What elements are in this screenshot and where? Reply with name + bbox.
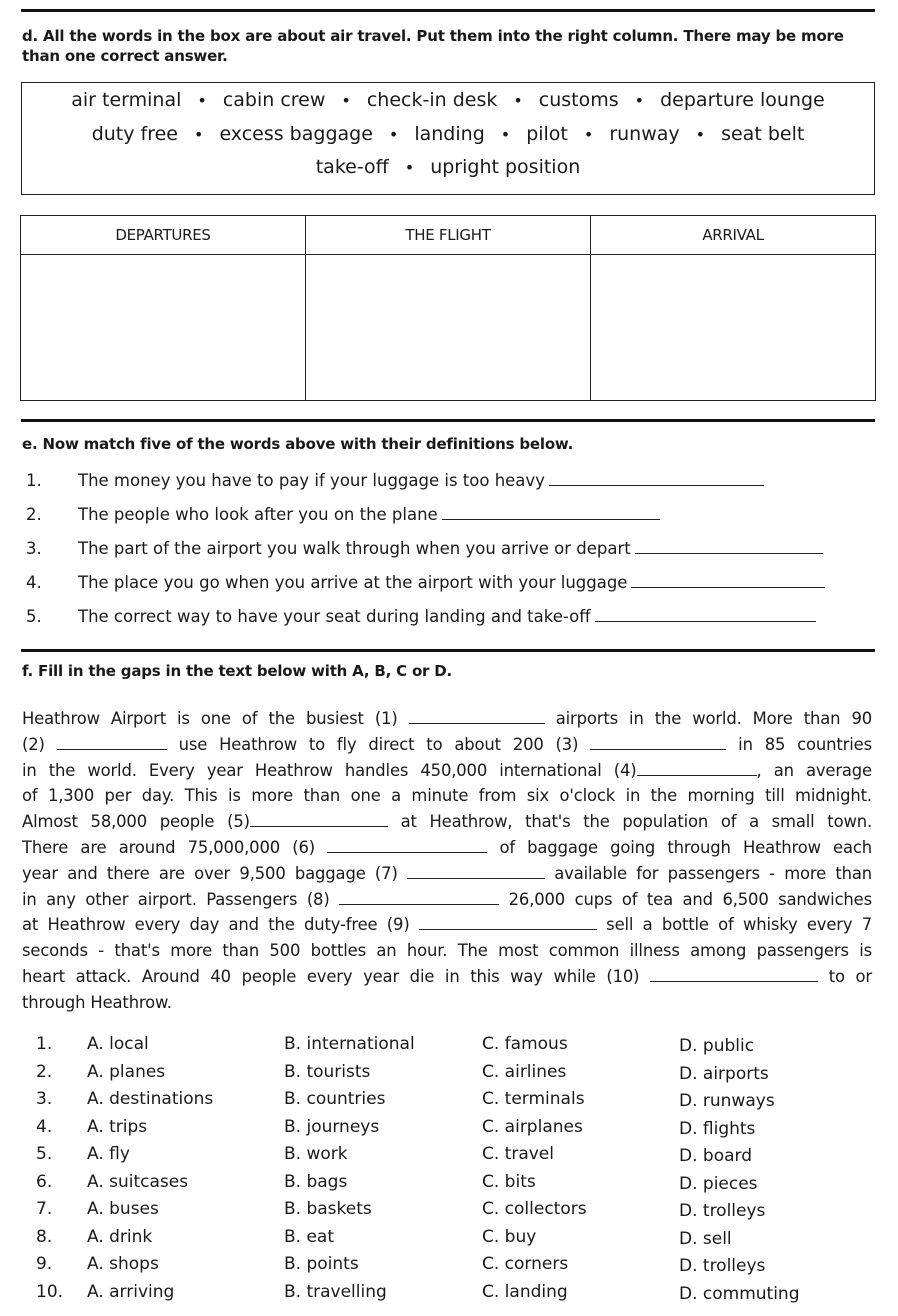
option-d[interactable]: D. trolleys [679, 1201, 766, 1221]
section-d-heading-line1: d. All the words in the box are about air travel. Put them into the right column. There may be more [22, 27, 844, 45]
option-d[interactable]: D. flights [679, 1118, 756, 1139]
answer-blank[interactable] [442, 505, 660, 520]
option-a[interactable]: A. drink [87, 1226, 153, 1247]
definition-text: The money you have to pay if your luggage is too heavy [78, 471, 545, 490]
option-d[interactable]: D. public [679, 1036, 755, 1056]
gap-blank-4[interactable] [637, 761, 757, 776]
gap-blank-3[interactable] [590, 735, 726, 750]
option-c[interactable]: C. corners [482, 1254, 569, 1274]
gap-blank-5[interactable] [250, 812, 388, 827]
passage-text: sell a bottle of whisky every 7 [596, 915, 872, 935]
option-number: 8. [36, 1226, 53, 1247]
column-header-the-flight: THE FLIGHT [306, 216, 591, 255]
word-box [21, 82, 875, 195]
passage-line [22, 912, 872, 938]
option-c[interactable]: C. bits [482, 1171, 536, 1192]
option-row [36, 1033, 876, 1061]
departures-answer-cell[interactable] [21, 255, 306, 401]
option-row [36, 1061, 876, 1089]
option-number: 6. [36, 1171, 53, 1192]
section-d-heading-line2: than one correct answer. [22, 47, 228, 65]
passage-text: of 1,300 per day. This is more than one a minute from six o'clock in the morning till midnight. [22, 786, 872, 806]
sorting-table [20, 215, 876, 401]
passage-text: , an average [756, 760, 872, 780]
passage-text: There are around 75,000,000 (6) [22, 837, 328, 857]
answer-blank[interactable] [549, 471, 764, 486]
word-box-term: duty free [91, 123, 178, 145]
option-number: 4. [36, 1116, 53, 1137]
passage-text: year and there are over 9,500 baggage (7) [22, 863, 407, 883]
option-a[interactable]: A. buses [87, 1199, 159, 1219]
answer-blank[interactable] [631, 573, 825, 588]
section-divider [21, 649, 875, 652]
bullet-separator: • [634, 91, 645, 110]
option-number: 2. [36, 1061, 53, 1082]
option-d[interactable]: D. sell [679, 1228, 732, 1249]
word-box-term: pilot [526, 123, 568, 145]
passage-line [22, 887, 872, 913]
option-d[interactable]: D. airports [679, 1063, 769, 1084]
option-number: 5. [36, 1144, 53, 1164]
option-b[interactable]: B. baskets [284, 1199, 372, 1219]
answer-blank[interactable] [595, 607, 816, 622]
definition-number: 5. [26, 607, 42, 626]
option-row [36, 1226, 876, 1254]
passage-text: airports in the world. More than 90 [544, 709, 872, 728]
word-box-term: runway [609, 123, 680, 145]
section-d-heading [22, 26, 882, 66]
answer-blank[interactable] [635, 539, 823, 554]
gap-blank-1[interactable] [409, 709, 545, 724]
option-b[interactable]: B. bags [284, 1171, 348, 1192]
bullet-separator: • [404, 158, 415, 177]
bullet-separator: • [513, 91, 523, 110]
word-box-line [22, 89, 874, 111]
definition-text: The correct way to have your seat during landing and take-off [78, 607, 591, 626]
bullet-separator: • [197, 91, 207, 110]
passage-text: at Heathrow every day and the duty-free (9) [22, 915, 419, 935]
option-b[interactable]: B. work [284, 1144, 348, 1164]
column-header-arrival: ARRIVAL [591, 216, 876, 255]
option-a[interactable]: A. planes [87, 1061, 166, 1082]
definition-item [26, 470, 876, 504]
word-box-term: landing [414, 123, 485, 145]
passage-text: at Heathrow, that's the population of a small town. [387, 812, 873, 832]
word-box-term: seat belt [721, 123, 805, 145]
gap-blank-6[interactable] [327, 838, 487, 853]
passage-line [22, 732, 872, 758]
passage-line [22, 964, 872, 990]
option-d[interactable]: D. commuting [679, 1283, 800, 1304]
passage-text: Heathrow Airport is one of the busiest (1) [22, 709, 409, 728]
bullet-separator: • [583, 125, 594, 144]
option-c[interactable]: C. airlines [482, 1061, 567, 1082]
word-box-term: take-off [315, 156, 389, 178]
passage-text: in 85 countries [726, 734, 872, 754]
option-c[interactable]: C. famous [482, 1034, 568, 1054]
option-b[interactable]: B. countries [284, 1089, 386, 1109]
definition-list [26, 470, 876, 640]
definition-item [26, 504, 876, 538]
word-box-term: upright position [430, 156, 581, 178]
passage-line [22, 938, 872, 964]
option-row [36, 1116, 876, 1144]
bullet-separator: • [695, 125, 706, 144]
definition-item [26, 538, 876, 572]
definition-item [26, 606, 876, 640]
word-box-term: customs [538, 89, 619, 111]
option-row [36, 1088, 876, 1116]
option-a[interactable]: A. local [87, 1034, 149, 1054]
passage-text: (2) [22, 734, 57, 754]
gap-blank-7[interactable] [407, 864, 545, 879]
option-number: 9. [36, 1254, 53, 1274]
definition-text: The people who look after you on the plane [78, 505, 438, 524]
passage-line [22, 706, 872, 732]
option-a[interactable]: A. shops [87, 1254, 159, 1274]
passage-text: of baggage going through Heathrow each [487, 837, 872, 857]
passage-line [22, 783, 872, 809]
bullet-separator: • [194, 125, 204, 144]
passage-text: to or [818, 966, 872, 986]
gap-blank-2[interactable] [57, 735, 167, 750]
option-row [36, 1253, 876, 1281]
word-box-term: check-in desk [366, 89, 498, 111]
option-c[interactable]: C. airplanes [482, 1116, 583, 1137]
option-a[interactable]: A. fly [87, 1144, 130, 1164]
word-box-line [22, 123, 874, 145]
definition-item [26, 572, 876, 606]
bullet-separator: • [500, 125, 511, 144]
passage-line [22, 809, 872, 835]
definition-number: 4. [26, 573, 42, 592]
option-b[interactable]: B. travelling [284, 1281, 387, 1302]
option-b[interactable]: B. journeys [284, 1116, 380, 1137]
section-divider [21, 9, 875, 12]
section-divider [21, 419, 875, 422]
option-b[interactable]: B. points [284, 1254, 359, 1274]
option-d[interactable]: D. trolleys [679, 1256, 766, 1276]
section-e-heading: e. Now match five of the words above with their definitions below. [22, 435, 574, 453]
arrival-answer-cell[interactable] [591, 255, 876, 401]
option-d[interactable]: D. runways [679, 1091, 775, 1111]
option-b[interactable]: B. tourists [284, 1061, 371, 1082]
word-box-term: cabin crew [222, 89, 326, 111]
gap-blank-10[interactable] [650, 967, 818, 982]
gap-blank-8[interactable] [339, 890, 499, 905]
option-number: 3. [36, 1089, 53, 1109]
word-box-term: departure lounge [660, 89, 825, 111]
passage-text: in any other airport. Passengers (8) [22, 889, 340, 909]
section-f-heading: f. Fill in the gaps in the text below with A, B, C or D. [22, 662, 453, 680]
bullet-separator: • [341, 91, 351, 110]
option-c[interactable]: C. collectors [482, 1199, 587, 1219]
multiple-choice-options [36, 1033, 876, 1308]
definition-number: 2. [26, 505, 42, 524]
option-number: 1. [36, 1034, 53, 1054]
passage-text: Almost 58,000 people (5) [22, 812, 250, 832]
definition-number: 3. [26, 539, 42, 558]
passage-text: through Heathrow. [22, 992, 172, 1012]
option-c[interactable]: C. landing [482, 1281, 568, 1302]
bullet-separator: • [388, 125, 399, 144]
passage-line [22, 835, 872, 861]
passage-text: use Heathrow to fly direct to about 200 (3) [166, 734, 591, 754]
gap-fill-passage [22, 706, 872, 1016]
word-box-line [22, 156, 874, 178]
passage-line [22, 990, 872, 1016]
option-a[interactable]: A. destinations [87, 1089, 214, 1109]
passage-text: available for passengers - more than [544, 863, 872, 883]
option-a[interactable]: A. trips [87, 1116, 148, 1137]
passage-text: seconds - that's more than 500 bottles an hour. The most common illness among passengers is [22, 941, 872, 961]
gap-blank-9[interactable] [419, 915, 597, 930]
option-row [36, 1171, 876, 1199]
the-flight-answer-cell[interactable] [306, 255, 591, 401]
option-row [36, 1198, 876, 1226]
passage-text: in the world. Every year Heathrow handles 450,000 international (4) [22, 760, 637, 780]
column-header-departures: DEPARTURES [21, 216, 306, 255]
definition-text: The part of the airport you walk through when you arrive or depart [78, 539, 631, 558]
definition-text: The place you go when you arrive at the airport with your luggage [78, 573, 628, 592]
word-box-term: excess baggage [219, 123, 373, 145]
option-d[interactable]: D. board [679, 1146, 752, 1166]
passage-text: 26,000 cups of tea and 6,500 sandwiches [499, 889, 872, 909]
option-number: 10. [36, 1281, 64, 1302]
passage-line [22, 758, 872, 784]
option-c[interactable]: C. buy [482, 1226, 537, 1247]
option-b[interactable]: B. international [284, 1034, 415, 1054]
option-a[interactable]: A. arriving [87, 1281, 175, 1302]
passage-text: heart attack. Around 40 people every year die in this way while (10) [22, 966, 651, 986]
passage-line [22, 861, 872, 887]
option-b[interactable]: B. eat [284, 1226, 335, 1247]
option-c[interactable]: C. travel [482, 1144, 554, 1164]
option-number: 7. [36, 1199, 53, 1219]
option-row [36, 1281, 876, 1309]
word-box-term: air terminal [71, 89, 182, 111]
definition-number: 1. [26, 471, 42, 490]
option-d[interactable]: D. pieces [679, 1173, 758, 1194]
option-c[interactable]: C. terminals [482, 1089, 585, 1109]
option-a[interactable]: A. suitcases [87, 1171, 189, 1192]
option-row [36, 1143, 876, 1171]
